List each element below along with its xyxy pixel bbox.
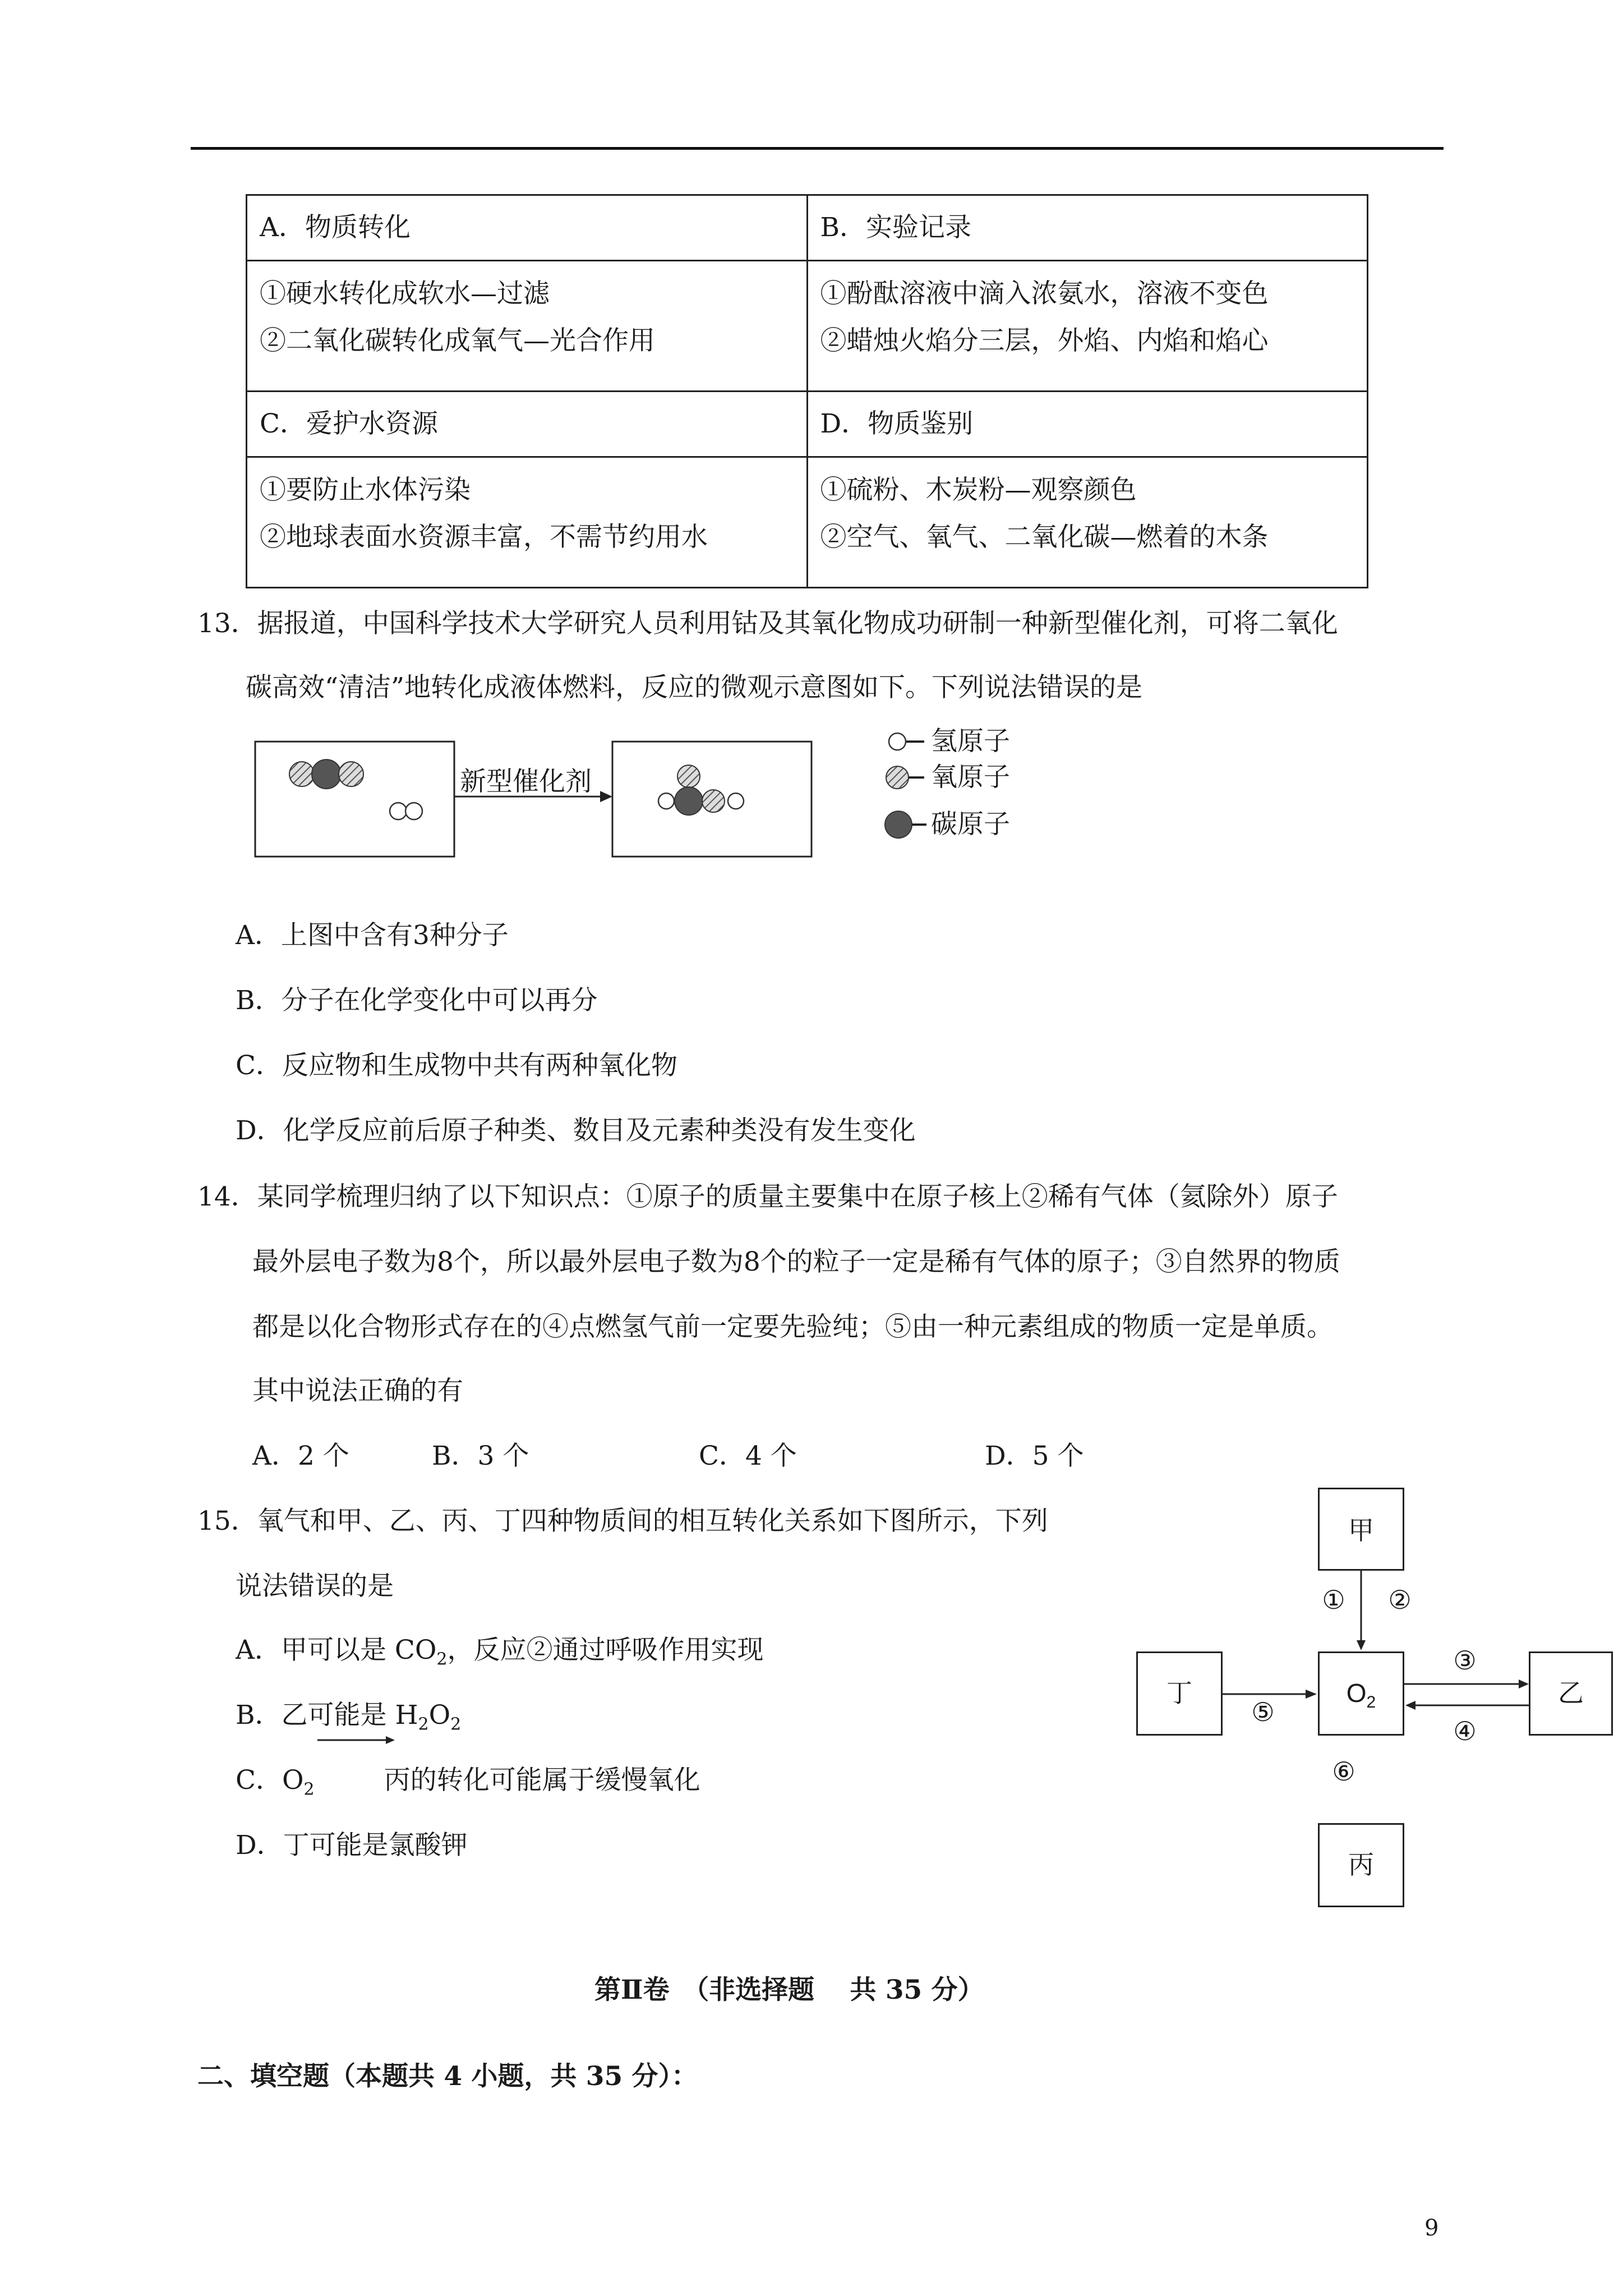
carbon-atom xyxy=(675,787,703,815)
node-jia-label: 甲 xyxy=(1348,1515,1374,1545)
q13-option-c: C．反应物和生成物中共有两种氧化物 xyxy=(236,1050,677,1081)
carbon-atom xyxy=(312,760,341,789)
label-n2: ② xyxy=(1388,1585,1412,1615)
header-rule xyxy=(191,147,1444,150)
table-header-b: B．实验记录 xyxy=(807,195,1368,261)
table-cell-d-line2: ②空气、氧气、二氧化碳—燃着的木条 xyxy=(820,522,1269,553)
q13-stem-line1: 13．据报道，中国科学技术大学研究人员利用钴及其氧化物成功研制一种新型催化剂，可将二氧化 xyxy=(197,608,1338,639)
q14-stem-line3: 都是以化合物形式存在的④点燃氢气前一定要先验纯；⑤由一种元素组成的物质一定是单质。 xyxy=(252,1312,1333,1342)
table-cell-a xyxy=(247,261,808,392)
q15-option-a: A．甲可以是 $CO_2$，反应②通过呼吸作用实现 xyxy=(236,1635,764,1669)
oxygen-atom xyxy=(702,790,725,812)
table-cell-a-line2: ②二氧化碳转化成氧气—光合作用 xyxy=(260,325,655,356)
page-number: 9 xyxy=(1424,2215,1439,2241)
table-cell-c-line1: ①要防止水体污染 xyxy=(260,475,471,505)
q15-stem-line2: 说法错误的是 xyxy=(236,1571,394,1602)
section-title: 第Ⅱ卷 （非选择题 共 35 分） xyxy=(594,1975,984,2005)
legend-oxygen-icon xyxy=(886,766,909,789)
legend-hydrogen-icon xyxy=(889,733,906,750)
hydrogen-atom xyxy=(658,793,674,809)
table-cell-b-line2: ②蜡烛火焰分三层，外焰、内焰和焰心 xyxy=(820,325,1269,356)
table-cell-c-line2: ②地球表面水资源丰富，不需节约用水 xyxy=(260,522,708,553)
oxygen-atom xyxy=(339,762,363,786)
label-n1: ① xyxy=(1322,1585,1345,1615)
table-cell-b xyxy=(807,261,1368,392)
reactant-box xyxy=(255,742,454,857)
table-cell-d xyxy=(807,457,1368,588)
table-header-c: C．爱护水资源 xyxy=(247,392,808,457)
arrow-head xyxy=(600,791,612,802)
node-yi-label: 乙 xyxy=(1558,1678,1584,1708)
q15-arrows xyxy=(1133,1481,1621,1918)
oxygen-atom xyxy=(289,762,314,786)
legend-hydrogen-label: 氢原子 xyxy=(931,726,1010,757)
oxygen-atom xyxy=(677,765,700,788)
label-n5: ⑤ xyxy=(1251,1697,1275,1727)
q13-stem-line2: 碳高效“清洁”地转化成液体燃料，反应的微观示意图如下。下列说法错误的是 xyxy=(246,672,1143,703)
table-cell-b-line1: ①酚酞溶液中滴入浓氨水，溶液不变色 xyxy=(820,278,1269,309)
q14-option-d: D．5 个 xyxy=(985,1441,1084,1471)
q14-option-a: A．2 个 xyxy=(252,1441,349,1471)
table-cell-d-line1: ①硫粉、木炭粉—观察颜色 xyxy=(820,475,1137,505)
label-n6: ⑥ xyxy=(1332,1756,1355,1787)
q14-stem-line1: 14．某同学梳理归纳了以下知识点：①原子的质量主要集中在原子核上②稀有气体（氦除外）原子 xyxy=(197,1181,1338,1212)
q14-stem-line4: 其中说法正确的有 xyxy=(252,1375,463,1406)
q14-option-c: C．4 个 xyxy=(699,1441,797,1471)
hydrogen-atom xyxy=(405,803,422,820)
q13-option-d: D．化学反应前后原子种类、数目及元素种类没有发生变化 xyxy=(236,1115,916,1146)
q13-option-b: B．分子在化学变化中可以再分 xyxy=(236,985,598,1016)
table-cell-a-line1: ①硬水转化成软水—过滤 xyxy=(260,278,550,309)
q13-option-a: A．上图中含有3种分子 xyxy=(236,920,509,951)
hydrogen-atom xyxy=(728,793,744,809)
catalyst-label: 新型催化剂 xyxy=(460,766,592,797)
table-header-a: A．物质转化 xyxy=(247,195,808,261)
label-n3: ③ xyxy=(1453,1645,1477,1676)
legend-carbon-label: 碳原子 xyxy=(931,809,1010,840)
q15-option-c: C．$O_2$ 丙的转化可能属于缓慢氧化 xyxy=(236,1765,700,1800)
q15-stem-line1: 15．氧气和甲、乙、丙、丁四种物质间的相互转化关系如下图所示，下列 xyxy=(197,1506,1048,1536)
q15-option-c-arrow xyxy=(317,1733,396,1747)
options-table xyxy=(246,194,1368,588)
node-ding-label: 丁 xyxy=(1166,1678,1192,1708)
q15-option-d: D．丁可能是氯酸钾 xyxy=(236,1830,468,1861)
hydrogen-atom xyxy=(390,803,407,820)
legend-oxygen-label: 氧原子 xyxy=(931,762,1010,793)
q15-option-b: B．乙可能是 $H_2O_2$ xyxy=(236,1700,462,1734)
table-cell-c xyxy=(247,457,808,588)
node-bing-label: 丙 xyxy=(1348,1849,1374,1880)
q14-option-b: B．3 个 xyxy=(432,1441,529,1471)
fill-in-title: 二、填空题（本题共 4 小题，共 35 分）： xyxy=(197,2061,698,2092)
q14-stem-line2: 最外层电子数为8个，所以最外层电子数为8个的粒子一定是稀有气体的原子；③自然界的物质 xyxy=(252,1246,1340,1277)
node-o2-label: $O_2$ xyxy=(1346,1678,1376,1712)
legend-carbon-icon xyxy=(885,811,912,838)
label-n4: ④ xyxy=(1453,1716,1477,1746)
table-header-d: D．物质鉴别 xyxy=(807,392,1368,457)
